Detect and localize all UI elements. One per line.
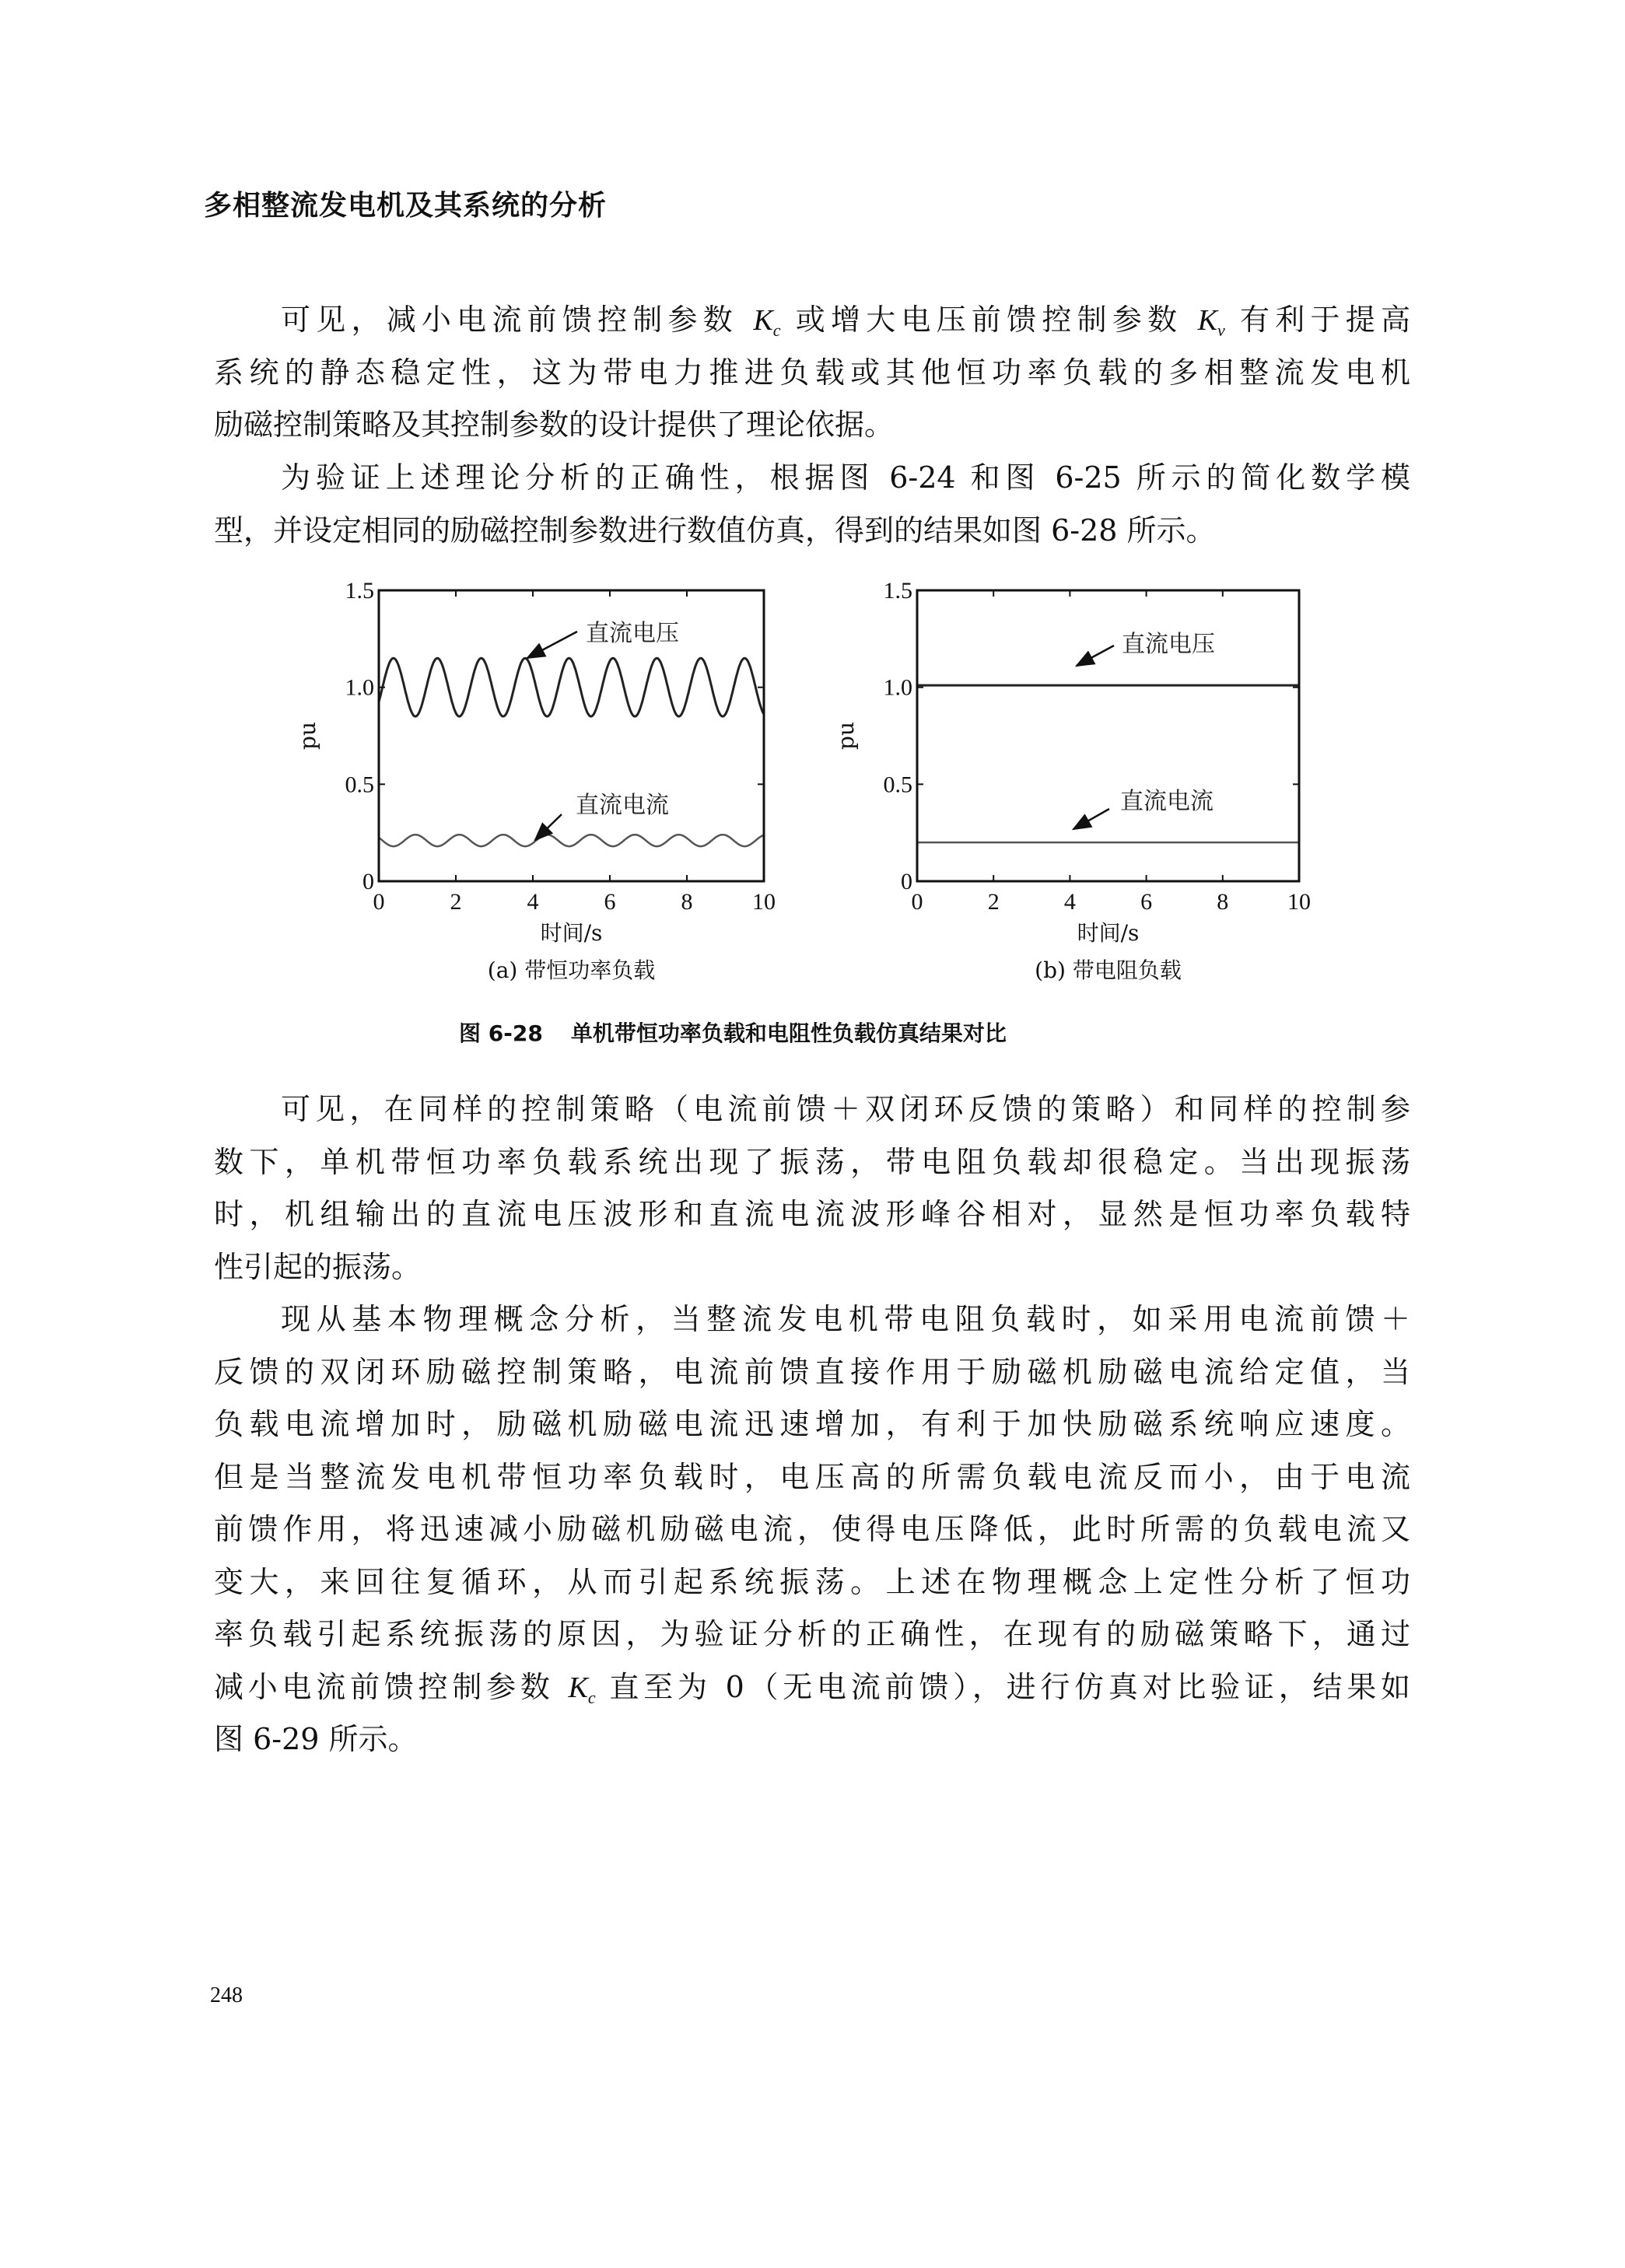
annotation-arrow xyxy=(1077,646,1114,666)
figure-caption xyxy=(459,1017,1007,1048)
page-number: 248 xyxy=(210,1983,243,2007)
x-tick-label: 2 xyxy=(450,889,462,915)
paragraph-line: 负载电流增加时，励磁机励磁电流迅速增加，有利于加快励磁系统响应速度。 xyxy=(214,1407,1410,1441)
x-tick-label: 4 xyxy=(527,889,539,915)
y-tick-label: 0 xyxy=(362,869,374,894)
chart-panel-a xyxy=(295,578,776,983)
panel-caption: (a) 带恒功率负载 xyxy=(487,957,656,983)
y-axis-label: pu xyxy=(833,722,859,750)
paragraph-line: 可见，在同样的控制策略（电流前馈＋双闭环反馈的策略）和同样的控制参 xyxy=(281,1092,1410,1126)
annotation-label: 直流电流 xyxy=(576,792,669,819)
annotation-arrow xyxy=(535,814,562,840)
paragraph-line: 型，并设定相同的励磁控制参数进行数值仿真，得到的结果如图 6-28 所示。 xyxy=(214,513,1216,548)
plot-frame xyxy=(917,590,1299,881)
x-tick-label: 8 xyxy=(1217,889,1229,915)
y-tick-label: 0.5 xyxy=(883,772,912,798)
paragraph-4 xyxy=(214,1293,1410,1766)
y-tick-label: 1.5 xyxy=(345,578,374,604)
paragraph-line: 变大，来回往复循环，从而引起系统振荡。上述在物理概念上定性分析了恒功 xyxy=(214,1564,1410,1599)
y-tick-label: 1.0 xyxy=(883,674,912,701)
annotation-arrow xyxy=(1073,809,1109,829)
annotation-label: 直流电压 xyxy=(1122,631,1215,658)
paragraph-line: 性引起的振荡。 xyxy=(214,1249,422,1284)
x-axis-label: 时间/s xyxy=(1077,920,1140,946)
paragraph-line: 前馈作用，将迅速减小励磁机励磁电流，使得电压降低，此时所需的负载电流又 xyxy=(214,1512,1410,1546)
paragraph-line: 图 6-29 所示。 xyxy=(214,1722,418,1756)
paragraph-line: 系统的静态稳定性，这为带电力推进负载或其他恒功率负载的多相整流发电机 xyxy=(214,355,1410,390)
x-tick-label: 4 xyxy=(1063,889,1076,915)
y-tick-label: 1.5 xyxy=(883,578,912,604)
figure-number: 图 6-28 xyxy=(459,1020,543,1046)
paragraph-line: 反馈的双闭环励磁控制策略，电流前馈直接作用于励磁机励磁电流给定值，当 xyxy=(214,1354,1410,1389)
x-tick-label: 2 xyxy=(987,889,1000,915)
paragraph-line: 为验证上述理论分析的正确性，根据图 6-24 和图 6-25 所示的简化数学模 xyxy=(281,460,1410,495)
annotation-arrow xyxy=(527,632,577,658)
paragraph-line: 现从基本物理概念分析，当整流发电机带电阻负载时，如采用电流前馈＋ xyxy=(281,1302,1410,1336)
x-tick-label: 8 xyxy=(681,889,693,915)
paragraph-line: 时，机组输出的直流电压波形和直流电流波形峰谷相对，显然是恒功率负载特 xyxy=(214,1197,1410,1231)
x-tick-label: 10 xyxy=(1287,889,1311,915)
x-tick-label: 6 xyxy=(1140,889,1153,915)
annotation-label: 直流电流 xyxy=(1120,788,1213,815)
x-tick-label: 6 xyxy=(604,889,616,915)
panel-caption: (b) 带电阻负载 xyxy=(1035,957,1182,983)
y-axis-label: pu xyxy=(295,722,320,750)
paragraph-line: 但是当整流发电机带恒功率负载时，电压高的所需负载电流反而小，由于电流 xyxy=(214,1459,1410,1494)
paragraph-line: 率负载引起系统振荡的原因，为验证分析的正确性，在现有的励磁策略下，通过 xyxy=(214,1617,1410,1651)
paragraph-line: 减小电流前馈控制参数 $K_c$ 直至为 0（无电流前馈），进行仿真对比验证，结果如 xyxy=(214,1669,1410,1707)
figure-6-28 xyxy=(0,0,1625,1011)
y-tick-label: 1.0 xyxy=(345,674,374,701)
x-axis-label: 时间/s xyxy=(540,920,603,946)
x-tick-label: 0 xyxy=(911,889,923,915)
paragraph-line: 数下，单机带恒功率负载系统出现了振荡，带电阻负载却很稳定。当出现振荡 xyxy=(214,1144,1410,1179)
paragraph-line: 励磁控制策略及其控制参数的设计提供了理论依据。 xyxy=(214,408,895,442)
series-line-dc-current xyxy=(379,835,764,846)
paragraph-3 xyxy=(214,1083,1410,1293)
annotation-label: 直流电压 xyxy=(586,620,679,647)
y-tick-label: 0.5 xyxy=(345,772,374,798)
y-tick-label: 0 xyxy=(901,869,912,894)
running-head: 多相整流发电机及其系统的分析 xyxy=(204,190,608,222)
paragraph-line: 可见，减小电流前馈控制参数 $K_c$ 或增大电压前馈控制参数 $K_v$ 有利于提高 xyxy=(281,303,1410,340)
x-tick-label: 0 xyxy=(373,889,385,915)
x-tick-label: 10 xyxy=(752,889,776,915)
series-line-dc-voltage xyxy=(379,658,764,716)
chart-panel-b xyxy=(833,578,1311,983)
figure-title: 单机带恒功率负载和电阻性负载仿真结果对比 xyxy=(570,1020,1007,1046)
